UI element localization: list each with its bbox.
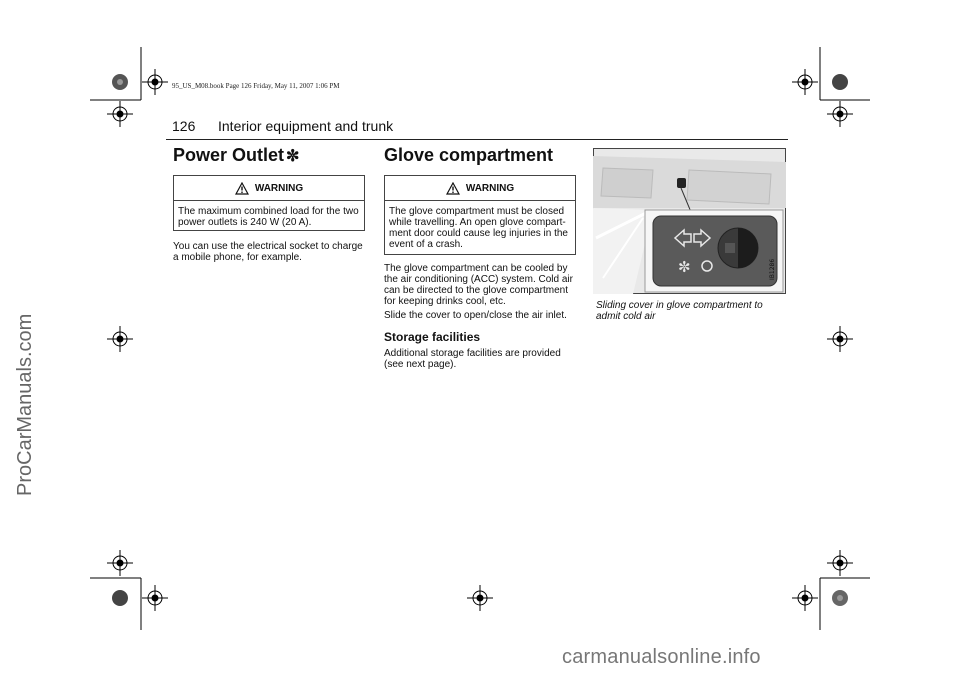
section-title-power-outlet [173, 145, 299, 166]
snowflake-icon: ✼ [286, 148, 300, 165]
warning-header [385, 176, 575, 201]
storage-paragraph: Additional storage facilities are provided (see next page). [384, 348, 561, 370]
warning-text: The maximum combined load for the two power outlets is 240 W (20 A). [178, 206, 359, 228]
image-code: IB1286 [769, 258, 776, 280]
book-header: 95_US_M08.book Page 126 Friday, May 11, 2007 1:06 PM [172, 82, 340, 90]
watermark-bottom: carmanualsonline.info [562, 646, 761, 668]
color-dot-icon [112, 74, 128, 90]
registration-mark-icon [792, 69, 818, 95]
warning-label: WARNING [254, 182, 304, 194]
warning-box-power-outlet [173, 175, 365, 231]
warning-triangle-icon [446, 182, 460, 195]
section-title-glove-compartment: Glove compartment [384, 145, 554, 165]
warning-label: WARNING [465, 182, 515, 194]
figure-caption: Sliding cover in glove compartment to admit cold air [596, 300, 763, 322]
power-outlet-paragraph: You can use the electrical socket to charge a mobile phone, for example. [173, 241, 363, 263]
running-title: Interior equipment and trunk [218, 118, 394, 134]
registration-mark-icon [107, 101, 133, 127]
snowflake-icon: ✼ [678, 258, 691, 276]
registration-mark-icon [827, 101, 853, 127]
registration-mark-icon [107, 326, 133, 352]
color-dot-icon [112, 590, 128, 606]
registration-mark-icon [792, 585, 818, 611]
storage-subheading: Storage facilities [384, 330, 481, 344]
header-rule [166, 139, 788, 140]
warning-triangle-icon [235, 182, 249, 195]
color-dot-icon [832, 74, 848, 90]
registration-mark-icon [827, 550, 853, 576]
warning-header [174, 176, 364, 201]
page-number: 126 [172, 118, 196, 134]
registration-mark-icon [827, 326, 853, 352]
registration-mark-icon [142, 585, 168, 611]
warning-text: The glove compartment must be closed while travelling. An open glove compart-ment door could cause leg injuries in the event of a crash. [389, 206, 568, 250]
section-title-text: Power Outlet [173, 145, 285, 165]
glove-compartment-illustration [593, 148, 786, 294]
warning-box-glove-compartment [384, 175, 576, 255]
registration-mark-icon [467, 585, 493, 611]
glove-paragraph-2: Slide the cover to open/close the air inlet. [384, 310, 567, 321]
registration-mark-icon [107, 550, 133, 576]
watermark-left: ProCarManuals.com [14, 313, 36, 496]
color-dot-icon [832, 590, 848, 606]
glove-paragraph-1: The glove compartment can be cooled by the air conditioning (ACC) system. Cold air can be directed to the glove compartment for keeping drinks cool, etc. [384, 263, 573, 307]
registration-mark-icon [142, 69, 168, 95]
